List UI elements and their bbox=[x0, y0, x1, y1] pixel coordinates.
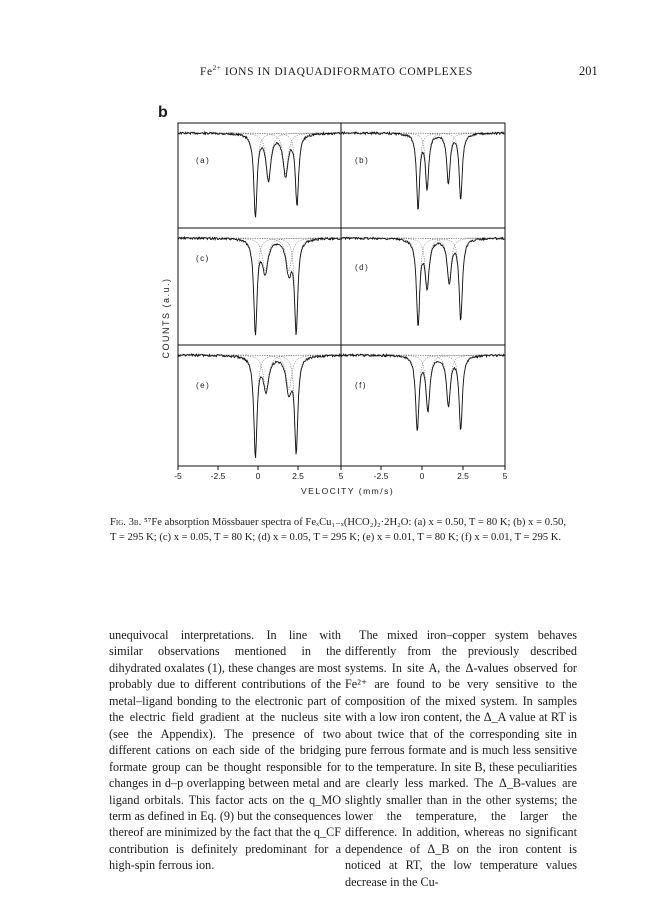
x-tick-label: 0 bbox=[419, 471, 425, 481]
component-fit-line bbox=[178, 133, 341, 216]
component-fit-line bbox=[341, 133, 505, 208]
subpanel-label: (d) bbox=[355, 263, 370, 272]
spectrum-curve bbox=[178, 132, 340, 217]
spectrum-curve bbox=[341, 354, 504, 431]
subpanel-label: (a) bbox=[196, 156, 211, 165]
component-fit-line bbox=[341, 238, 505, 324]
x-tick-label: -2.5 bbox=[373, 471, 389, 481]
caption-label: Fig. 3b. bbox=[110, 517, 142, 528]
x-tick-label: 0 bbox=[255, 471, 261, 481]
component-fit-line bbox=[341, 238, 505, 281]
subpanel-label: (f) bbox=[355, 381, 368, 390]
subpanel-label: (e) bbox=[196, 381, 211, 390]
spectrum-curve bbox=[341, 237, 504, 325]
figure-panel-letter: b bbox=[158, 104, 168, 121]
x-tick-label: 2.5 bbox=[292, 471, 304, 481]
caption-text: ⁵⁷Fe absorption Mössbauer spectra of FeₓCu₁₋ₓ(HCO₂)₂·2H₂O: (a) x = 0.50, T = 80 K; (b) x = 0.50, T = 295 K; (c) x = 0.05, T = 80 K; (d) x = 0.05, T = 295 K; (e) x = 0.01, T = 80 K; (f) x = 0.01, T = 295 K. bbox=[110, 517, 566, 543]
spectra-layer bbox=[178, 123, 505, 470]
figure-caption bbox=[110, 516, 566, 545]
component-fit-line bbox=[341, 238, 505, 319]
component-fit-line bbox=[341, 355, 505, 429]
x-tick-label: -2.5 bbox=[210, 471, 226, 481]
spectrum-curve bbox=[341, 132, 504, 209]
subpanel-label: (b) bbox=[355, 156, 370, 165]
component-fit-line bbox=[341, 238, 505, 286]
x-tick-label: 5 bbox=[502, 471, 508, 481]
spectrum-curve bbox=[178, 354, 340, 458]
subpanel-label: (c) bbox=[196, 254, 210, 263]
x-axis-label: VELOCITY (mm/s) bbox=[301, 486, 395, 496]
component-fit-line bbox=[178, 355, 341, 454]
running-title: $Fe^{2+}$ IONS IN DIAQUADIFORMATO COMPLEXES bbox=[200, 64, 473, 78]
component-fit-line bbox=[178, 133, 341, 204]
component-fit-line bbox=[341, 355, 505, 429]
x-tick-label: 2.5 bbox=[457, 471, 469, 481]
component-fit-line bbox=[178, 355, 341, 449]
x-tick-label: 5 bbox=[338, 471, 344, 481]
body-column-left: unequivocal interpretations. In line with similar observations mentioned in the dihydrated oxalates (1), these changes are most probably due to different contributions of the metal–ligand bonding to the electronic part of the electric field gradient at the nucleus site (see the Appendix). The presence of two different cations on each side of the bridging formate group can be thought responsible for changes in d–p overlapping between metal and ligand orbitals. This factor acts on the q_MO term as defined in Eq. (9) but the consequences thereof are minimized by the fact that the q_CF contribution is definitely predominant for a high-spin ferrous ion. bbox=[109, 628, 341, 873]
page-number: 201 bbox=[579, 64, 598, 78]
body-column-right: The mixed iron–copper system behaves differently from the previously described systems. In site A, the Δ-values observed for Fe²⁺ are found to be very sensitive to the composition of the mixed system. In samples with a low iron content, the Δ_A value at RT is about twice that of the corresponding site in pure ferrous formate and is much less sensitive to the temperature. In site B, these peculiarities are clearly less marked. The Δ_B-values are slightly smaller than in the other systems; the lower the temperature, the larger the difference. In addition, whereas no significant dependence of Δ_B on the iron content is noticed at RT, the low temperature values decrease in the Cu- bbox=[345, 628, 577, 889]
component-fit-line bbox=[178, 238, 341, 333]
component-fit-line bbox=[178, 238, 341, 328]
x-tick-label: -5 bbox=[174, 471, 182, 481]
spectrum-curve bbox=[178, 237, 340, 335]
